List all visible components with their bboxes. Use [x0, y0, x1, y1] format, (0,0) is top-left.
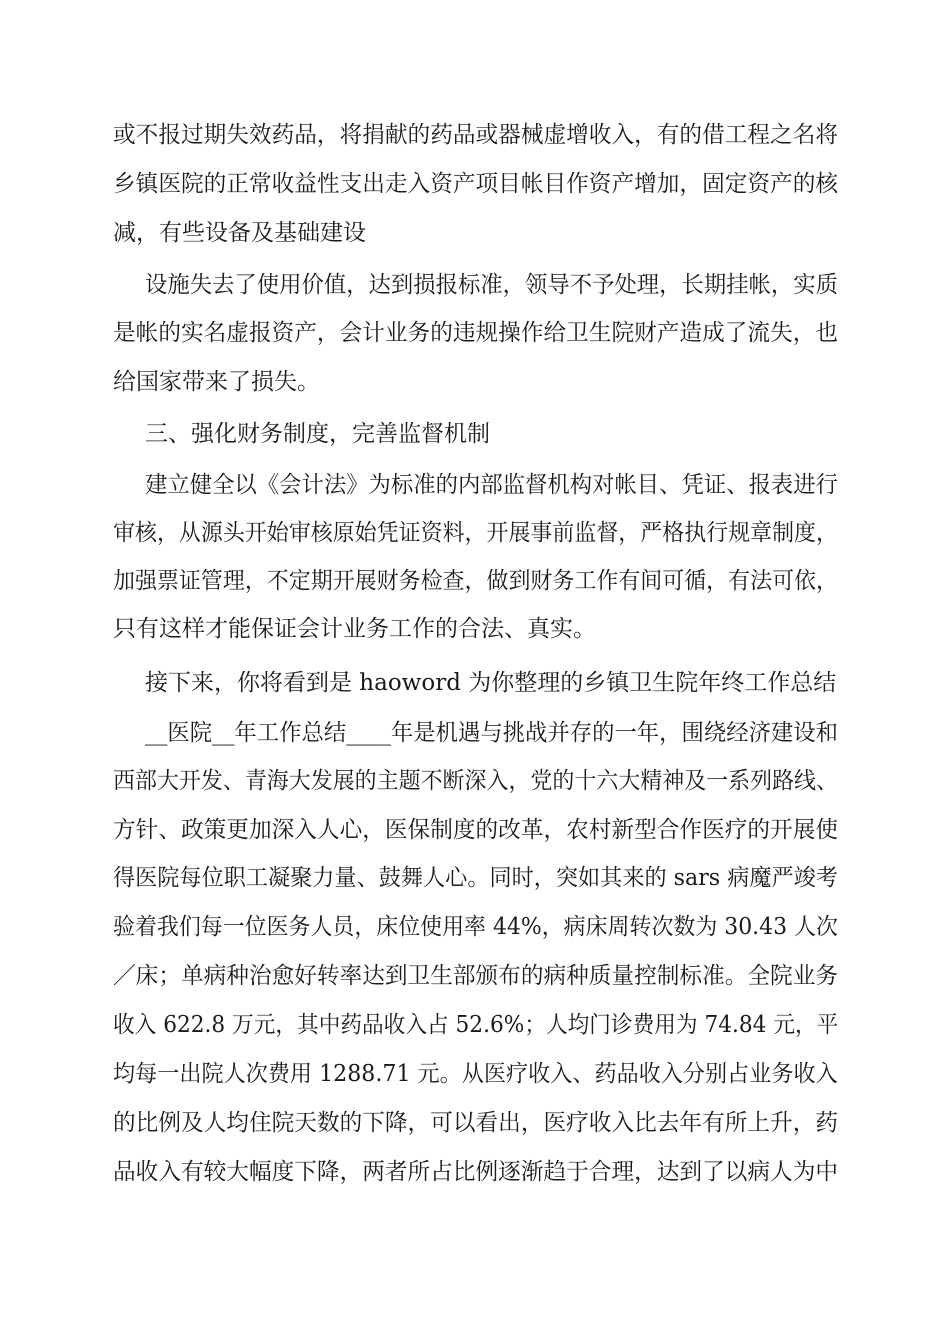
text-line: 设施失去了使用价值，达到损报标准，领导不予处理，长期挂帐，实质	[145, 272, 838, 298]
text-line: 乡镇医院的正常收益性支出走入资产项目帐目作资产增加，固定资产的核	[113, 171, 838, 197]
text-line: ／床；单病种治愈好转率达到卫生部颁布的病种质量控制标准。全院业务	[113, 963, 838, 989]
text-line: 得医院每位职工凝聚力量、鼓舞人心。同时，突如其来的 sars 病魔严竣考	[113, 865, 838, 891]
text-line: 方针、政策更加深入人心，医保制度的改革，农村新型合作医疗的开展使	[113, 817, 838, 843]
text-line: 建立健全以《会计法》为标准的内部监督机构对帐目、凭证、报表进行	[145, 472, 838, 498]
section-heading: 三、强化财务制度，完善监督机制	[145, 421, 490, 447]
text-line: 加强票证管理，不定期开展财务检查，做到财务工作有间可循，有法可依，	[113, 568, 838, 594]
text-line: 减，有些设备及基础建设	[113, 220, 366, 246]
text-line: 接下来，你将看到是 haoword 为你整理的乡镇卫生院年终工作总结	[145, 670, 837, 696]
text-line: 只有这样才能保证会计业务工作的合法、真实。	[113, 616, 596, 642]
text-line: 或不报过期失效药品，将捐献的药品或器械虚增收入，有的借工程之名将	[113, 122, 838, 148]
text-line: 审核，从源头开始审核原始凭证资料，开展事前监督，严格执行规章制度，	[113, 520, 838, 546]
text-line: 均每一出院人次费用 1288.71 元。从医疗收入、药品收入分别占业务收入	[113, 1061, 838, 1087]
text-line: 验着我们每一位医务人员，床位使用率 44%，病床周转次数为 30.43 人次	[113, 914, 838, 940]
text-line: 西部大开发、青海大发展的主题不断深入，党的十六大精神及一系列路线、	[113, 768, 838, 794]
text-line: 给国家带来了损失。	[113, 369, 320, 395]
text-line: 是帐的实名虚报资产，会计业务的违规操作给卫生院财产造成了流失，也	[113, 320, 838, 346]
text-line: 品收入有较大幅度下降，两者所占比例逐渐趋于合理，达到了以病人为中	[113, 1159, 838, 1185]
text-line: __医院__年工作总结____年是机遇与挑战并存的一年，围绕经济建设和	[145, 720, 838, 746]
text-line: 的比例及人均住院天数的下降，可以看出，医疗收入比去年有所上升，药	[113, 1110, 838, 1136]
text-line: 收入 622.8 万元，其中药品收入占 52.6%；人均门诊费用为 74.84 元，平	[113, 1012, 839, 1038]
